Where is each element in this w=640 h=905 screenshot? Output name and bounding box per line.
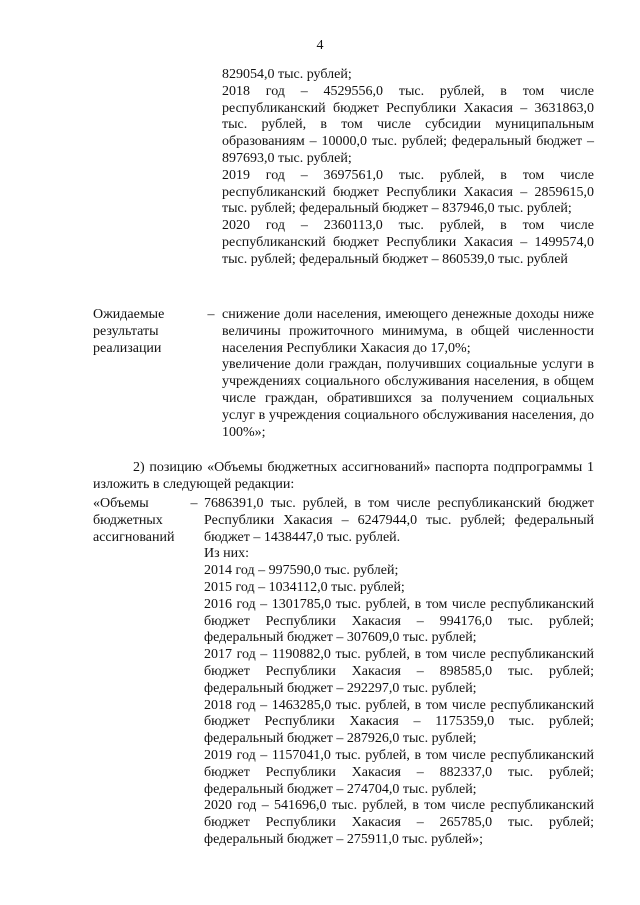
budget-year-2020: 2020 год – 541696,0 тыс. рублей, в том числе республиканский бюджет Республики Хакасия – 265785,0 тыс. рублей; федеральный бюджет – 275911,0 тыс. рублей»; (204, 798, 594, 847)
financing-year-2018: 2018 год – 4529556,0 тыс. рублей, в том числе республиканский бюджет Республики Хакасия – 3631863,0 тыс. рублей, в том числе субсидии муниципальным образованиям – 10000,0 тыс. рублей; федеральный бюджет – 897693,0 тыс. рублей; (222, 83, 594, 166)
budget-year-2014: 2014 год – 997590,0 тыс. рублей; (204, 563, 399, 579)
budget-label: «Объемы бюджетных ассигнований (93, 496, 175, 545)
budget-total: 7686391,0 тыс. рублей, в том числе республиканский бюджет Республики Хакасия – 6247944,0 тыс. рублей; федеральный бюджет – 1438447,0 тыс. рублей. (204, 496, 594, 545)
budget-year-2016: 2016 год – 1301785,0 тыс. рублей, в том числе республиканский бюджет Республики Хакасия – 994176,0 тыс. рублей; федеральный бюджет – 307609,0 тыс. рублей; (204, 596, 594, 646)
budget-year-2019: 2019 год – 1157041,0 тыс. рублей, в том числе республиканский бюджет Республики Хакасия – 882337,0 тыс. рублей; федеральный бюджет – 274704,0 тыс. рублей; (204, 747, 594, 797)
expected-result-item: снижение доли населения, имеющего денежные доходы ниже величины прожиточного минимума, в общей численности населения Республики Хакасия до 17,0%; (222, 307, 594, 356)
financing-continued (222, 67, 594, 269)
expected-results-label: Ожидаемые результаты реализации (93, 307, 165, 356)
instruction-paragraph: 2) позицию «Объемы бюджетных ассигнований» паспорта подпрограммы 1 изложить в следующей редакции: (93, 460, 594, 492)
expected-results-items (222, 307, 594, 441)
budget-year-2017: 2017 год – 1190882,0 тыс. рублей, в том числе республиканский бюджет Республики Хакасия – 898585,0 тыс. рублей; федеральный бюджет – 292297,0 тыс. рублей; (204, 647, 594, 696)
budget-details (204, 496, 594, 849)
financing-line: 829054,0 тыс. рублей; (222, 67, 352, 82)
expected-result-item: увеличение доли граждан, получивших социальные услуги в учреждениях социального обслуживания населения, в общем числе граждан, обратившихся за получением социальных услуг в учреждения социального обслуживания населения, до 100%»; (222, 357, 594, 440)
page-number: 4 (316, 38, 324, 53)
financing-year-2019: 2019 год – 3697561,0 тыс. рублей, в том числе республиканский бюджет Республики Хакасия – 2859615,0 тыс. рублей; федеральный бюджет – 837946,0 тыс. рублей; (222, 167, 594, 217)
budget-year-2015: 2015 год – 1034112,0 тыс. рублей; (204, 579, 405, 595)
budget-dash: – (190, 496, 198, 511)
expected-results-dash: – (207, 307, 215, 322)
financing-year-2020: 2020 год – 2360113,0 тыс. рублей, в том числе республиканский бюджет Республики Хакасия – 1499574,0 тыс. рублей; федеральный бюджет – 860539,0 тыс. рублей (222, 218, 594, 267)
budget-of-them: Из них: (204, 546, 250, 562)
budget-year-2018: 2018 год – 1463285,0 тыс. рублей, в том числе республиканский бюджет Республики Хакасия – 1175359,0 тыс. рублей; федеральный бюджет – 287926,0 тыс. рублей; (204, 697, 594, 747)
